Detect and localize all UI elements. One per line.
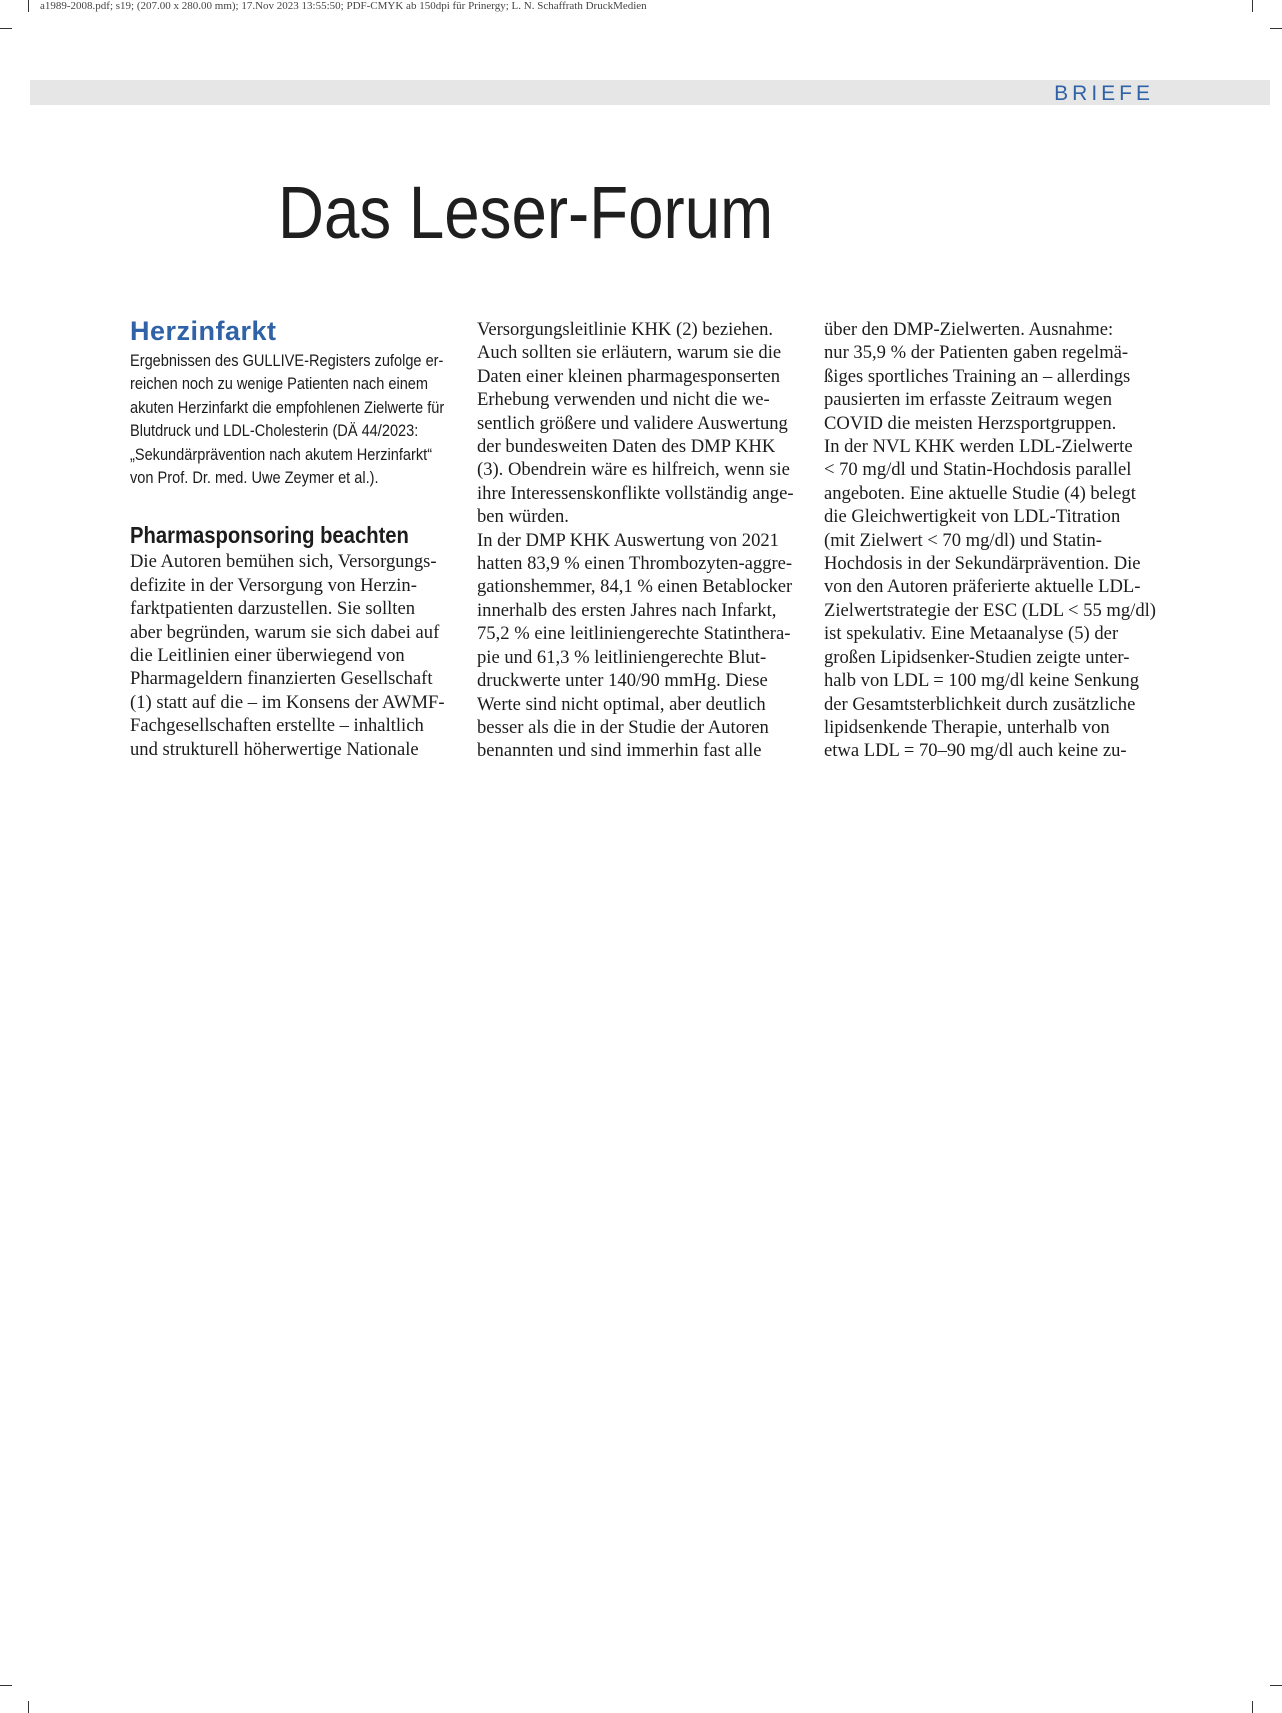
- body-line: nur 35,9 % der Patienten gaben regelmä-: [824, 342, 1129, 364]
- body-line: großen Lipidsenker-Studien zeigte unter-: [824, 646, 1130, 668]
- letter-heading: Pharmasponsoring beachten: [130, 522, 409, 549]
- body-line: (3). Obendrein wäre es hilfreich, wenn sie: [477, 459, 790, 481]
- body-line: farktpatienten darzustellen. Sie sollten: [130, 598, 416, 620]
- body-line: benannten und sind immerhin fast alle: [477, 740, 762, 762]
- body-line: Pharmageldern finanzierten Gesellschaft: [130, 668, 433, 690]
- topic-teaser: [130, 350, 448, 490]
- crop-mark: [28, 0, 29, 12]
- body-line: Versorgungsleitlinie KHK (2) beziehen.: [477, 319, 774, 340]
- crop-mark: [28, 1701, 29, 1713]
- body-line: aber begründen, warum sie sich dabei auf: [130, 621, 440, 643]
- body-line: innerhalb des ersten Jahres nach Infarkt,: [477, 599, 777, 621]
- body-line: Erhebung verwenden und nicht die we-: [477, 389, 770, 411]
- body-line: halb von LDL = 100 mg/dl keine Senkung: [824, 670, 1140, 692]
- body-line: Zielwertstrategie der ESC (LDL < 55 mg/dl): [824, 599, 1156, 621]
- body-line: defizite in der Versorgung von Herzin-: [130, 574, 417, 596]
- body-line: die Gleichwertigkeit von LDL-Titration: [824, 506, 1121, 528]
- body-line: Auch sollten sie erläutern, warum sie die: [477, 342, 782, 364]
- body-line: ben würden.: [477, 506, 569, 528]
- body-line: gationshemmer, 84,1 % einen Betablocker: [477, 576, 793, 598]
- letter-body-col3: [824, 318, 1156, 763]
- teaser-line: akuten Herzinfarkt die empfohlenen Zielwerte für: [130, 398, 445, 417]
- page-title: Das Leser-Forum: [278, 171, 774, 254]
- body-line: angeboten. Eine aktuelle Studie (4) belegt: [824, 482, 1136, 504]
- column-2: [477, 318, 795, 763]
- body-line: hatten 83,9 % einen Thrombozyten-aggre-: [477, 553, 793, 575]
- crop-mark: [0, 28, 12, 29]
- body-line: der Gesamtsterblichkeit durch zusätzliche: [824, 693, 1136, 715]
- section-label: BRIEFE: [1054, 82, 1154, 105]
- body-line: pausierten im erfasste Zeitraum wegen: [824, 389, 1113, 411]
- body-line: druckwerte unter 140/90 mmHg. Diese: [477, 670, 768, 692]
- body-line: ist spekulativ. Eine Metaanalyse (5) der: [824, 623, 1119, 645]
- body-line: und strukturell höherwertige Nationale: [130, 738, 419, 760]
- letter-body-col2: [477, 318, 795, 763]
- body-line: über den DMP-Zielwerten. Ausnahme:: [824, 319, 1114, 340]
- print-slug: a1989-2008.pdf; s19; (207.00 x 280.00 mm); 17.Nov 2023 13:55:50; PDF-CMYK ab 150dpi für Prinergy; L. N. Schaffrath DruckMedien: [40, 0, 647, 12]
- body-line: von den Autoren präferierte aktuelle LDL-: [824, 576, 1141, 598]
- topic-heading: Herzinfarkt: [130, 316, 277, 346]
- body-line: Daten einer kleinen pharmagesponserten: [477, 365, 781, 387]
- body-line: sentlich größere und validere Auswertung: [477, 412, 788, 434]
- crop-mark: [1252, 0, 1253, 12]
- body-line: pie und 61,3 % leitliniengerechte Blut-: [477, 646, 767, 668]
- body-line: lipidsenkende Therapie, unterhalb von: [824, 716, 1110, 738]
- letter-body-col1: [130, 550, 448, 761]
- body-line: Die Autoren bemühen sich, Versorgungs-: [130, 551, 437, 573]
- body-line: Hochdosis in der Sekundärprävention. Die: [824, 553, 1141, 575]
- body-line: In der DMP KHK Auswertung von 2021: [477, 529, 779, 551]
- body-line: Werte sind nicht optimal, aber deutlich: [477, 693, 766, 715]
- teaser-line: „Sekundärprävention nach akutem Herzinfarkt“: [130, 445, 433, 464]
- column-1: [130, 318, 448, 761]
- body-line: (1) statt auf die – im Konsens der AWMF-: [130, 691, 445, 713]
- body-line: ßiges sportliches Training an – allerdings: [824, 365, 1131, 387]
- body-line: besser als die in der Studie der Autoren: [477, 716, 769, 738]
- column-3: [824, 318, 1156, 763]
- teaser-line: Blutdruck und LDL-Cholesterin (DÄ 44/2023:: [130, 422, 419, 441]
- teaser-line: von Prof. Dr. med. Uwe Zeymer et al.).: [130, 469, 379, 488]
- crop-mark: [1270, 1685, 1282, 1686]
- body-line: etwa LDL = 70–90 mg/dl auch keine zu-: [824, 740, 1127, 762]
- body-line: COVID die meisten Herzsportgruppen.: [824, 412, 1117, 434]
- crop-mark: [1252, 1701, 1253, 1713]
- body-line: 75,2 % eine leitliniengerechte Statinthera-: [477, 623, 791, 645]
- body-line: < 70 mg/dl und Statin-Hochdosis parallel: [824, 459, 1132, 481]
- crop-mark: [1270, 28, 1282, 29]
- body-line: ihre Interessenskonflikte vollständig ange-: [477, 482, 794, 504]
- body-line: In der NVL KHK werden LDL-Zielwerte: [824, 436, 1133, 458]
- body-line: Fachgesellschaften erstellte – inhaltlich: [130, 715, 424, 737]
- body-line: die Leitlinien einer überwiegend von: [130, 645, 405, 667]
- teaser-line: Ergebnissen des GULLIVE-Registers zufolge er-: [130, 352, 444, 370]
- body-line: der bundesweiten Daten des DMP KHK: [477, 436, 776, 458]
- body-line: (mit Zielwert < 70 mg/dl) und Statin-: [824, 529, 1102, 551]
- crop-mark: [0, 1685, 12, 1686]
- teaser-line: reichen noch zu wenige Patienten nach einem: [130, 375, 429, 394]
